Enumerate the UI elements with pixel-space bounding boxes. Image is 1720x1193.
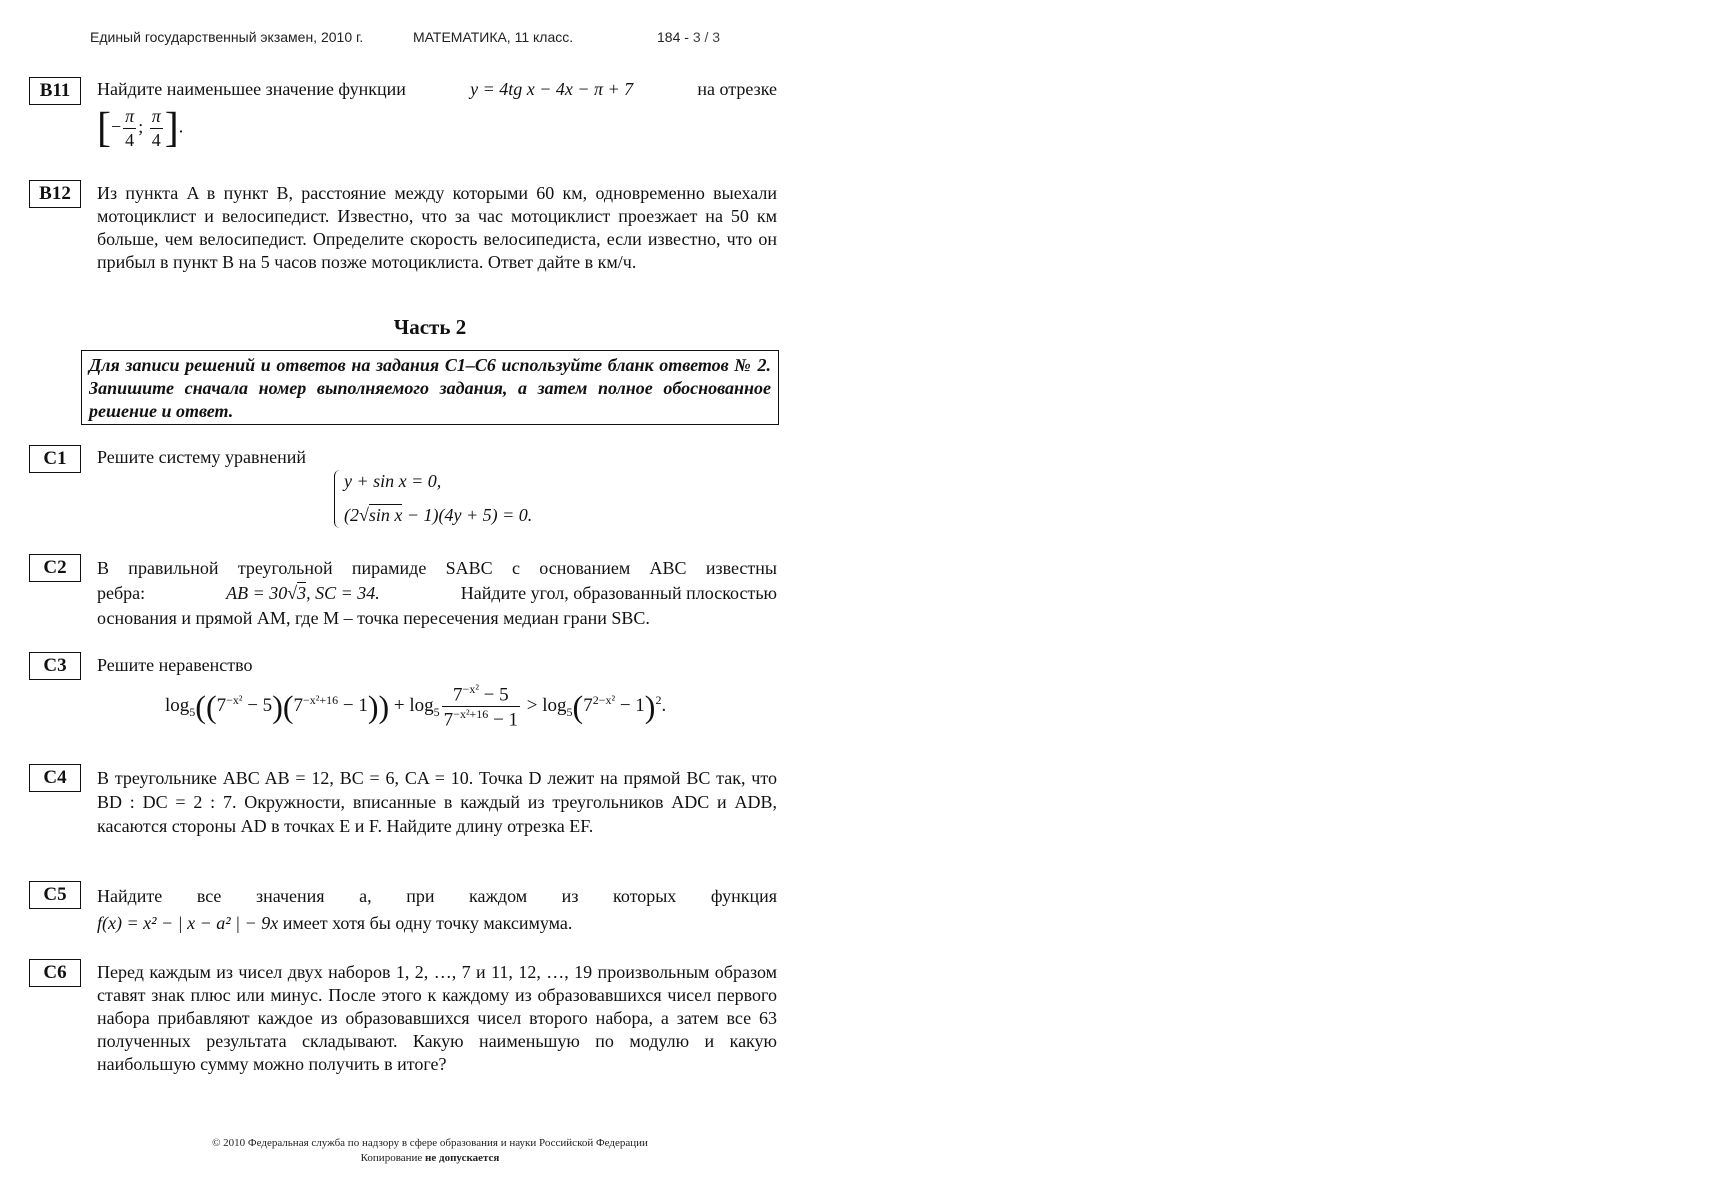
- task-text-c6: Перед каждым из чисел двух наборов 1, 2, …, 7 и 11, 12, …, 19 произвольным образом ставят знак плюс или минус. После этого к каждому из образовавшихся чисел первого набора прибавляют каждое из образовавшихся чисел второго набора, а затем все 63 полученных результата складывают. Какую наименьшую по модулю и какую наибольшую сумму можно получить в итоге?: [97, 962, 777, 1074]
- task-label-b12: B12: [29, 180, 81, 208]
- task-text-b12: Из пункта A в пункт B, расстояние между которыми 60 км, одновременно выехали мотоциклист и велосипедист. Известно, что за час мотоциклист проезжает на 50 км больше, чем велосипедист. Определите скорость велосипедиста, если известно, что он прибыл в пункт B на 5 часов позже мотоциклиста. Ответ дайте в км/ч.: [97, 183, 777, 272]
- task-text-c3: Решите неравенство: [97, 655, 253, 675]
- page-number: 184 - 3 / 3: [657, 29, 721, 45]
- system-brace: [334, 470, 343, 528]
- task-text-c5: Найдите все значения a, при каждом из которых функция f(x) = x² − | x − a² | − 9x имеет хотя бы одну точку максимума.: [97, 886, 777, 933]
- part-title: Часть 2: [393, 315, 467, 339]
- task-text-c2: В правильной треугольной пирамиде SABC с основанием ABC известны ребра: AB = 30√3, SC = 34. Найдите угол, образованный плоскостью основания и прямой AM, где M – точка пересечения медиан грани SBC.: [97, 558, 777, 628]
- task-text-c4: В треугольнике ABC AB = 12, BC = 6, CA = 10. Точка D лежит на прямой BC так, что BD : DC = 2 : 7. Окружности, вписанные в каждый из треугольников ADC и ADB, касаются стороны AD в точках E и F. Найдите длину отрезка EF.: [97, 768, 777, 836]
- copyright-footer: © 2010 Федеральная служба по надзору в сфере образования и науки Российской Федерации Копирование не допускается: [212, 1137, 648, 1164]
- instruction-box: Для записи решений и ответов на задания C1–C6 используйте бланк ответов № 2. Запишите сначала номер выполняемого задания, а затем полное обоснованное решение и ответ.: [81, 350, 779, 425]
- task-label-c5: C5: [29, 881, 81, 909]
- c3-inequality: $\log_5((7^{-x^2} - 5)(7^{-x^2+16} - 1)) + \log_5$ $\frac{7^{-x^2} - 5}{7^{-x^2+16} - 1}$ > $\log_5(7^{2-x^2} - 1)^2$.: [165, 682, 667, 731]
- c1-equation-1: y + sin x = 0,: [344, 471, 442, 491]
- b11-interval: [− $\frac{\pi}{4}$ ; $\frac{\pi}{4}$ ].: [97, 105, 184, 152]
- task-label-c1: C1: [29, 445, 81, 473]
- task-label-c3: C3: [29, 652, 81, 680]
- exam-title: Единый государственный экзамен, 2010 г.: [90, 29, 364, 45]
- task-label-c2: C2: [29, 554, 81, 582]
- c1-equation-2: (2√sin x − 1)(4y + 5) = 0.: [344, 505, 533, 525]
- task-text-b11: Найдите наименьшее значение функции y = 4tg x − 4x − π + 7 на отрезке [− $\frac{\pi}{4}$ ; $\frac{\pi}{4}$ ].: [97, 79, 777, 152]
- task-label-c6: C6: [29, 959, 81, 987]
- task-label-c4: C4: [29, 764, 81, 792]
- b11-formula: y = 4tg x − 4x − π + 7: [470, 79, 634, 99]
- task-text-c1: Решите систему уравнений: [97, 447, 306, 467]
- subject-title: МАТЕМАТИКА, 11 класс.: [413, 29, 574, 45]
- task-label-b11: B11: [29, 77, 81, 105]
